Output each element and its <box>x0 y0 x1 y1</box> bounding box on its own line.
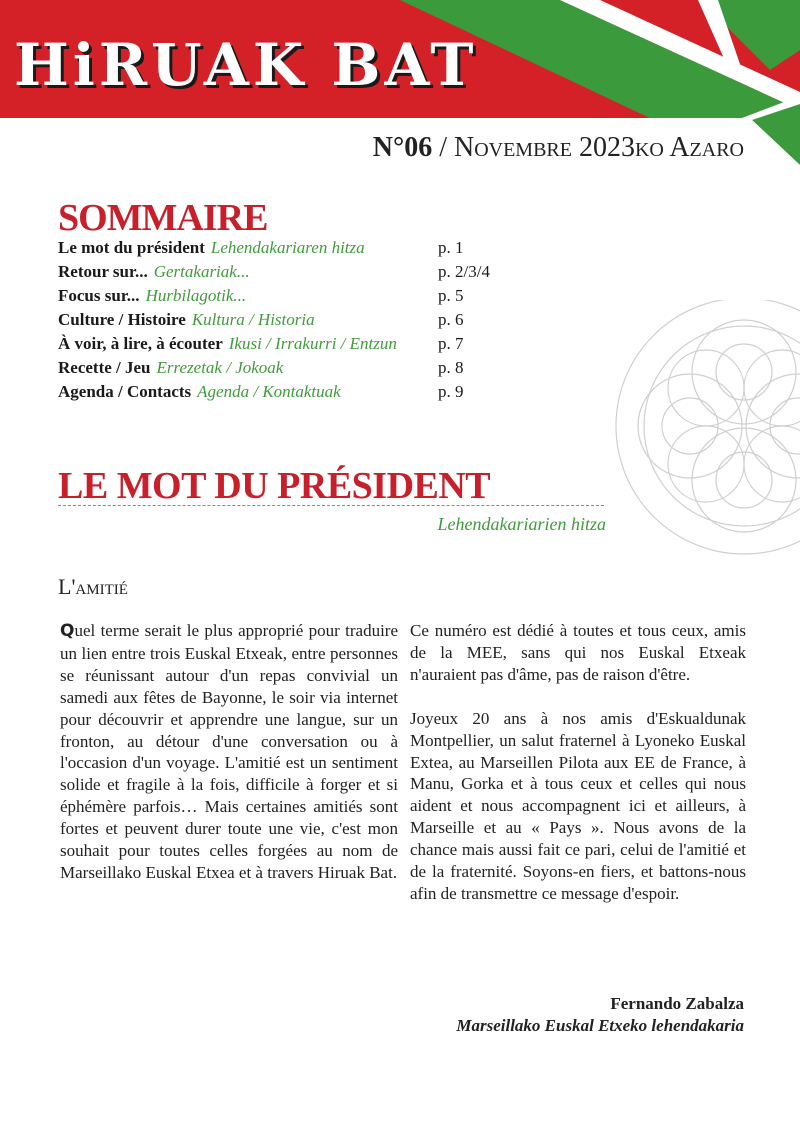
section-title: LE MOT DU PRÉSIDENT <box>58 465 491 507</box>
issue-number: N°06 <box>372 132 433 163</box>
article-paragraph: Joyeux 20 ans à nos amis d'Eskualdunak Montpellier, un salut fraternel à Lyoneko Euskal Extea, au Marseillen Pilota aux EE de France, à Manu, Gorka et à tous ceux et celles qui nous aident et nous accompagnent ici et ailleurs, à Marseille et au « Pays ». Nous avons de la chance mais aussi fait ce pari, celui de l'amitié et de la fraternité. Soyons-en fiers, et battons-nous afin de transmettre ce message d'espoir. <box>410 708 746 903</box>
table-of-contents <box>58 238 538 406</box>
toc-item-eu: Kultura / Historia <box>191 310 315 329</box>
toc-item-fr: Retour sur... <box>58 262 148 281</box>
section-subtitle: Lehendakariarien hitza <box>437 514 606 534</box>
drop-cap: Q <box>60 621 75 641</box>
article-column-left <box>60 620 398 884</box>
toc-item-page: p. 5 <box>438 286 464 305</box>
toc-item[interactable] <box>58 286 538 310</box>
toc-item-fr: Focus sur... <box>58 286 140 305</box>
toc-item-eu: Lehendakariaren hitza <box>210 238 365 257</box>
toc-item-fr: À voir, à lire, à écouter <box>58 334 223 353</box>
toc-item[interactable] <box>58 262 538 286</box>
toc-item-eu: Gertakariak... <box>153 262 250 281</box>
article-heading-text: L'amitié <box>58 574 128 599</box>
toc-item-page: p. 7 <box>438 334 464 353</box>
masthead-title: HiRUAK BAT <box>14 31 478 99</box>
article-heading <box>58 574 128 600</box>
toc-item[interactable] <box>58 358 538 382</box>
toc-item-eu: Errezetak / Jokoak <box>156 358 284 377</box>
toc-item[interactable] <box>58 310 538 334</box>
issue-date: Novembre 2023ko Azaro <box>453 132 744 163</box>
toc-item-eu: Agenda / Kontaktuak <box>197 382 341 401</box>
toc-item-page: p. 6 <box>438 310 464 329</box>
article-paragraph <box>60 620 398 884</box>
article-column-right <box>410 620 746 927</box>
toc-item-fr: Recette / Jeu <box>58 358 151 377</box>
article-paragraph: Ce numéro est dédié à toutes et tous ceux, amis de la MEE, sans qui nos Euskal Etxeak n'auraient pas d'âme, pas de raison d'être. <box>410 621 746 684</box>
issue-line <box>373 132 744 164</box>
toc-item[interactable] <box>58 334 538 358</box>
toc-item-fr: Le mot du président <box>58 238 205 257</box>
signature-name: Fernando Zabalza <box>610 994 744 1013</box>
lauburu-decoration-icon <box>604 300 800 570</box>
toc-item-fr: Culture / Histoire <box>58 310 186 329</box>
toc-item-eu: Ikusi / Irrakurri / Entzun <box>228 334 397 353</box>
signature-role: Marseillako Euskal Etxeko lehendakaria <box>456 1016 744 1035</box>
issue-separator: / <box>432 132 454 163</box>
toc-item-eu: Hurbilagotik... <box>145 286 247 305</box>
toc-item-page: p. 8 <box>438 358 464 377</box>
sommaire-title: SOMMAIRE <box>58 197 268 239</box>
toc-item-fr: Agenda / Contacts <box>58 382 192 401</box>
toc-item[interactable] <box>58 238 538 262</box>
article-paragraph-text: uel terme serait le plus approprié pour traduire un lien entre trois Euskal Etxeak, entre personnes se réunissant autour d'un repas convivial un samedi aux fêtes de Bayonne, le soir via internet pour découvrir et apprendre une langue, sur un fronton, au détour d'une conversation ou à l'occasion d'un voyage. L'amitié est un sentiment solide et fragile à la fois, difficile à forger et si éphémère parfois… Mais certaines amitiés sont fortes et peuvent durer toute une vie, c'est mon souhait pour toutes celles forgées au nom de Marseillako Euskal Etxea et à travers Hiruak Bat. <box>60 621 398 882</box>
toc-item-page: p. 2/3/4 <box>438 262 490 281</box>
toc-item-page: p. 9 <box>438 382 464 401</box>
toc-item[interactable] <box>58 382 538 406</box>
toc-item-page: p. 1 <box>438 238 464 257</box>
section-divider <box>58 505 604 506</box>
